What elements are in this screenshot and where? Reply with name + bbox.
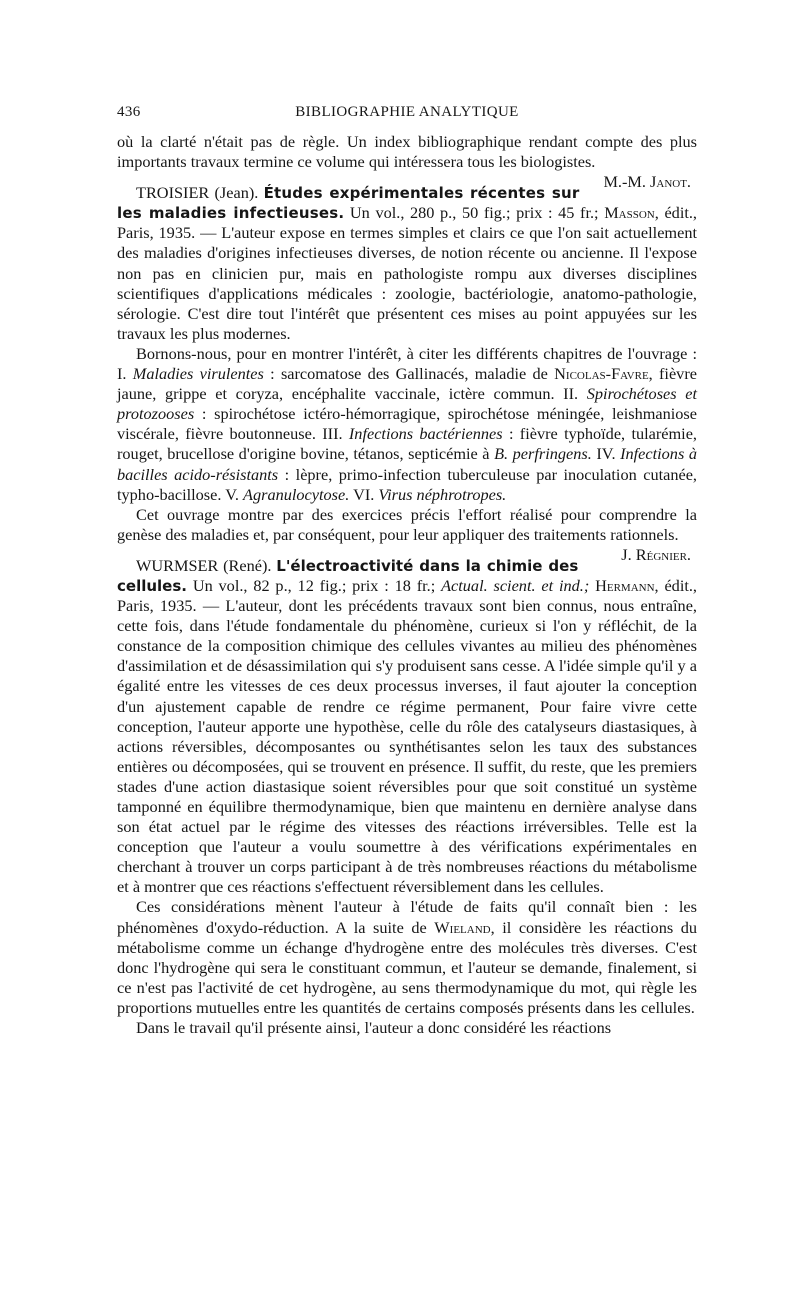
- text-segment: Ces considérations mènent l'auteur à l'étude de faits qu'il connaît bien : les phénomènes d'oxydo-réduction. A la suite de: [117, 897, 697, 937]
- text-segment: : lèpre, primo-infection tuberculeuse par inoculation cutanée, typho-bacillose. V.: [117, 464, 698, 504]
- continuation-text: où la clarté n'était pas de règle. Un index bibliographique rendant compte des plus importants travaux termine ce volume qui intéressera tous les biologistes.: [117, 132, 697, 172]
- person-name: Wieland,: [434, 917, 495, 937]
- text-segment: Dans le travail qu'il présente ainsi, l'auteur a donc considéré les réactions: [136, 1018, 612, 1038]
- chapter-title: Spirochétoses et protozooses: [117, 384, 697, 424]
- book-title: L'électroactivité dans la chimie des cellules.: [117, 556, 579, 595]
- text-segment: il considère les réactions du métabolisme comme un échange d'hydrogène entre des molécules très diverses. C'est donc l'hydrogène qui sera le constituant commun, et l'auteur se demande, finalement, si ce n'est pas l'activité de cet hydrogène, au sens thermodynamique du mot, qui règle les proportions mutuelles entre les quantités de certains composés présents dans les cellules.: [117, 917, 698, 1017]
- chapter-title: Agranulocytose.: [243, 484, 350, 504]
- review-entry-troisier: [117, 183, 698, 564]
- author-name: TROISIER (Jean).: [136, 183, 259, 203]
- author-name: WURMSER (René).: [136, 555, 272, 575]
- chapter-title: Virus néphrotropes.: [378, 484, 507, 504]
- conclusion-paragraph: [117, 504, 697, 564]
- entry-paragraph: [117, 183, 697, 344]
- publisher-name: Hermann,: [595, 575, 659, 595]
- text-segment: fièvre jaune, grippe et coryza, encéphalite vaccinale, ictère commun. II.: [117, 364, 697, 404]
- entry-paragraph: [117, 556, 697, 898]
- text-segment: Cet ouvrage montre par des exercices précis l'effort réalisé pour comprendre la genèse des maladies et, par conséquent, pour leur appliquer des traitements rationnels.: [117, 504, 697, 544]
- review-entry-wurmser: [117, 556, 697, 1038]
- page-number: 436: [117, 104, 141, 120]
- signature-regnier: J. Régnier.: [621, 544, 691, 564]
- series-name: Actual. scient. et ind.;: [441, 575, 590, 595]
- chapter-title: Infections bactériennes: [348, 424, 503, 444]
- review-text: édit., Paris, 1935. — L'auteur, dont les précédents travaux sont bien connus, nous entraîne, cette fois, dans l'étude fondamentale du phénomène, curieux si l'on y réfléchit, de la constance de la composition chimique des cellules vivantes au milieu des phénomènes d'assimilation et de désassimilation qui s'y produisent sans cesse. A l'idée simple qu'il y a égalité entre les vitesses de ces deux processus inverses, il faut ajouter la conception d'un ajustement capable de rendre ce régime permanent, Pour faire vivre cette conception, l'auteur apporte une hypothèse, celle du rôle des catalyseurs diastasiques, à actions réversibles, décomposantes ou synthétisantes selon les taux des substances entières ou décomposées, qui se trouvent en présence. Il suffit, du reste, que les premiers stades d'une action diastasique soient réversibles pour que soit constitué un système tamponné en équilibre thermodynamique, bien que maintenu en dernière analyse dans son état actuel par le régime des vitesses des réactions irréversibles. Telle est la conception que l'auteur a voulu soumettre à des vérifications expérimentales en cherchant à trouver un corps participant à de très nombreuses réactions du métabolisme et à montrer que ces réactions s'effectuent réversiblement dans les cellules.: [117, 575, 698, 897]
- chapter-title: Infections à bacilles acido-résistants: [117, 444, 697, 484]
- species-name: B. perfringens.: [494, 444, 592, 464]
- text-segment: : spirochétose ictéro-hémorragique, spirochétose méningée, leishmaniose viscérale, fièvre boutonneuse. III.: [117, 404, 697, 444]
- review-paragraph: [117, 1018, 697, 1038]
- document-page: [117, 104, 697, 1038]
- text-segment: IV.: [596, 444, 616, 464]
- body-text: [117, 132, 697, 1038]
- signature-janot: M.-M. Janot.: [603, 172, 691, 192]
- page-header: [117, 104, 697, 126]
- publication-info: Un vol., 280 p., 50 fig.; prix : 45 fr.;: [349, 203, 599, 223]
- text-segment: Bornons-nous, pour en montrer l'intérêt, à citer les différents chapitres de l'ouvrage : I.: [117, 343, 697, 384]
- chapters-paragraph: [117, 344, 697, 505]
- text-segment: : sarcomatose des Gallinacés, maladie de: [270, 364, 548, 384]
- text-segment: VI.: [353, 484, 375, 504]
- chapter-title: Maladies virulentes: [132, 364, 264, 384]
- review-paragraph: [117, 897, 697, 1018]
- running-title: BIBLIOGRAPHIE ANALYTIQUE: [295, 104, 519, 120]
- continuation-paragraph: [117, 132, 697, 192]
- person-name: Nicolas-Favre,: [554, 364, 653, 384]
- publisher-name: Masson,: [604, 203, 659, 223]
- publication-info: Un vol., 82 p., 12 fig.; prix : 18 fr.;: [192, 575, 436, 595]
- book-title: Études expérimentales récentes sur les maladies infectieuses.: [117, 184, 580, 223]
- review-text: édit., Paris, 1935. — L'auteur expose en termes simples et clairs ce que l'on sait actuellement des maladies d'origines infectieuses diverses, de notion récente ou ancienne. Il l'expose non pas en clinicien pur, mais en pathologiste rompu aux diverses disciplines scientifiques d'applications médicales : zoologie, bactériologie, anatomo-pathologie, sérologie. C'est dire tout l'intérêt que présentent ces mises au point appuyées sur les travaux les plus modernes.: [117, 203, 698, 343]
- text-segment: : fièvre typhoïde, tularémie, rouget, brucellose d'origine bovine, tétanos, septicémie à: [117, 424, 697, 464]
